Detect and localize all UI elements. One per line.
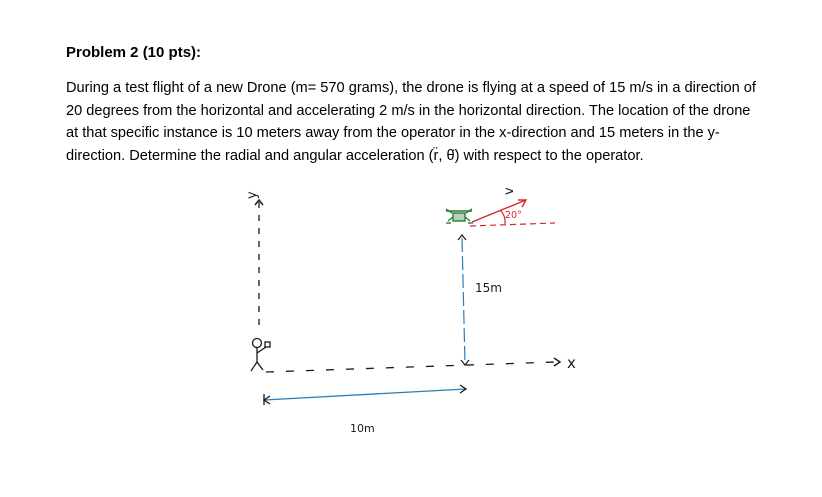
problem-statement: During a test flight of a new Drone (m= 570 grams), the drone is flying at a speed of 15 m/s in a direction of 20 degrees from the horizontal and accelerating 2 m/s in the horizontal direction. The location of the drone at that specific instance is 10 meters away from the operator in the x-direction and 15 meters in the y-direction. Determine the radial and angular acceleration (r̈, θ̈) with respect to the operator. (66, 80, 756, 164)
velocity-label: v (502, 187, 517, 195)
y-axis-label: y (245, 191, 260, 199)
vertical-distance-label: 15m (475, 281, 502, 295)
operator-figure-icon (251, 339, 270, 372)
x-axis-line (266, 362, 555, 372)
horizontal-distance-line (264, 389, 466, 400)
vertical-arrow-down-icon (461, 360, 469, 365)
vertical-distance-line (462, 238, 465, 364)
x-axis-label: x (567, 354, 576, 372)
x-axis-arrow-icon (554, 358, 560, 366)
horizontal-reference-line (470, 223, 555, 226)
drone-icon (446, 209, 473, 223)
problem-title: Problem 2 (10 pts): (66, 44, 202, 61)
angle-label: 20° (505, 210, 522, 221)
horizontal-distance-label: 10m (350, 422, 375, 435)
